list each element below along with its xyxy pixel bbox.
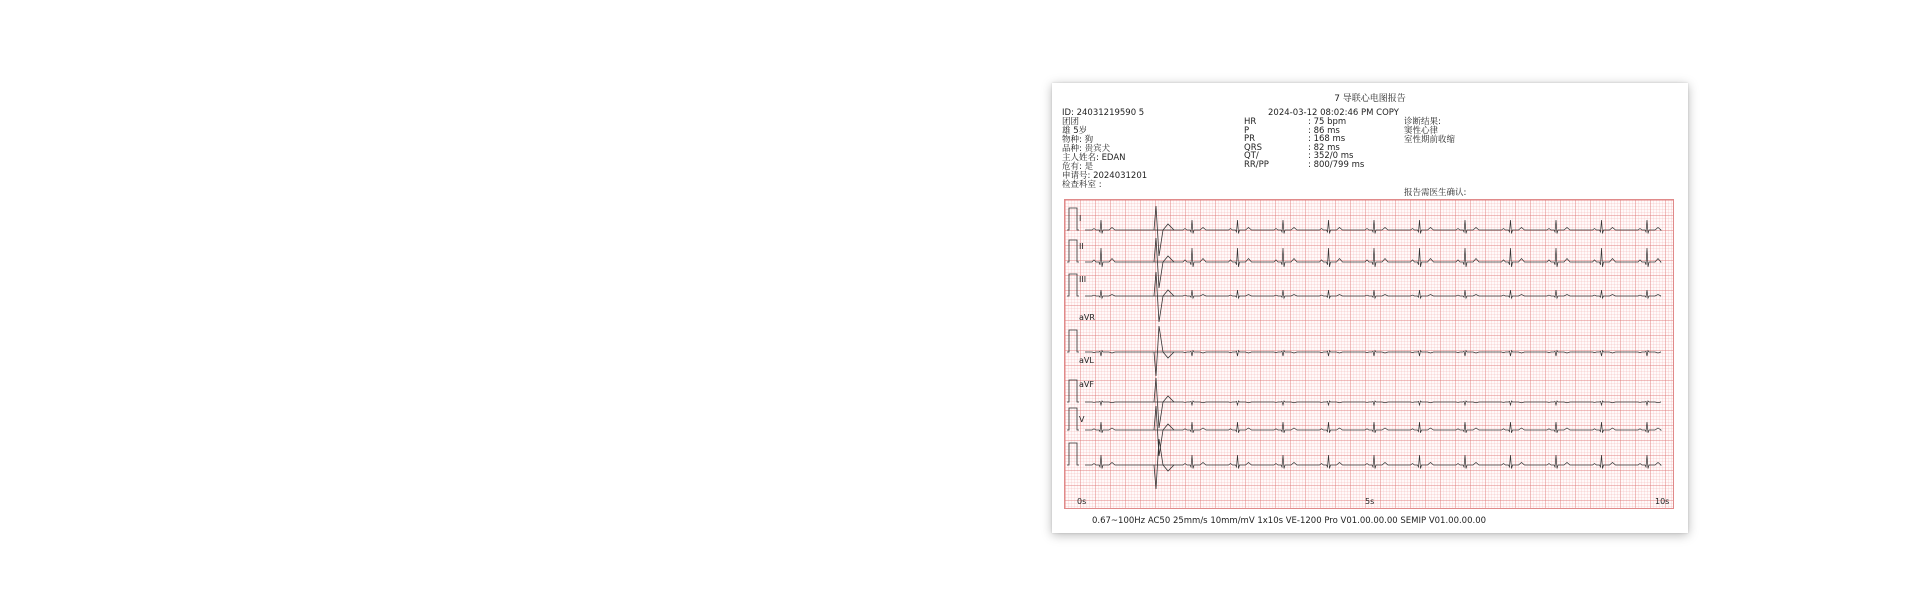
request-number: 申请号: 2024031201 (1062, 171, 1148, 181)
department: 检查科室 : (1062, 180, 1102, 190)
ecg-trace (1085, 220, 1661, 234)
lead-label-II: II (1079, 242, 1084, 251)
measurement-label: RR/PP (1244, 159, 1269, 170)
measurement-value: : 82 ms (1308, 142, 1340, 153)
calibration-pulse (1067, 208, 1082, 230)
patient-breed: 品种: 贵宾犬 (1062, 144, 1111, 154)
pregnant: 危有: 是 (1062, 162, 1094, 172)
report-title: 7 导联心电图报告 (1334, 94, 1406, 104)
ecg-pvc-beat (1154, 272, 1174, 322)
patient-id: ID: 24031219590 5 (1062, 108, 1145, 118)
report-footer: 0.67~100Hz AC50 25mm/s 10mm/mV 1x10s VE-1200 Pro V01.00.00.00 SEMIP V01.00.00.00 (1092, 516, 1487, 526)
ecg-trace (1085, 401, 1661, 405)
diagnosis-1: 窦性心律 (1404, 126, 1439, 136)
time-label-10s: 10s (1655, 497, 1670, 506)
patient-species: 物种: 狗 (1062, 135, 1094, 145)
diagnosis-2: 室性期前收缩 (1404, 135, 1456, 145)
ecg-trace (1085, 351, 1661, 356)
measurement-label: P (1244, 125, 1250, 136)
ecg-pvc-beat (1154, 238, 1174, 288)
patient-sex-age: 雄 5岁 (1062, 126, 1088, 136)
ecg-trace (1085, 455, 1661, 469)
report-datetime: 2024-03-12 08:02:46 PM COPY (1268, 108, 1399, 118)
diagnosis-title: 诊断结果: (1404, 117, 1441, 127)
measurement-label: HR (1244, 117, 1257, 127)
patient-name: 团团 (1062, 117, 1080, 127)
measurement-label: PR (1244, 134, 1256, 144)
doctor-confirm: 报告需医生确认: (1404, 188, 1467, 198)
ecg-trace (1085, 248, 1661, 267)
ecg-waveforms (1065, 200, 1675, 510)
ecg-pvc-beat (1154, 326, 1174, 376)
lead-label-I: I (1079, 214, 1082, 223)
measurement-value: : 800/799 ms (1308, 159, 1365, 170)
calibration-pulse (1067, 330, 1079, 352)
ecg-report-page (1052, 83, 1688, 533)
time-label-5s: 5s (1365, 497, 1375, 506)
calibration-pulse (1067, 408, 1079, 430)
calibration-pulse (1067, 274, 1079, 296)
measurement-label: QT/ (1244, 151, 1259, 161)
measurement-value: : 86 ms (1308, 125, 1340, 136)
time-label-0s: 0s (1077, 497, 1087, 506)
lead-label-aVF: aVF (1079, 380, 1094, 389)
lead-label-V: V (1079, 415, 1085, 424)
ecg-trace (1085, 290, 1661, 298)
measurement-value: : 352/0 ms (1308, 151, 1354, 161)
lead-label-III: III (1079, 275, 1087, 284)
ecg-pvc-beat (1154, 439, 1174, 489)
lead-label-aVR: aVR (1079, 313, 1095, 322)
calibration-pulse (1067, 240, 1079, 262)
calibration-pulse (1067, 380, 1079, 402)
owner-name: 主人姓名: EDAN (1062, 153, 1126, 163)
measurement-value: : 75 bpm (1308, 117, 1347, 127)
calibration-pulse (1067, 443, 1079, 465)
ecg-pvc-beat (1154, 406, 1174, 456)
lead-label-aVL: aVL (1079, 356, 1094, 365)
measurement-value: : 168 ms (1308, 134, 1346, 144)
ecg-grid (1064, 199, 1674, 509)
measurement-label: QRS (1244, 142, 1262, 153)
